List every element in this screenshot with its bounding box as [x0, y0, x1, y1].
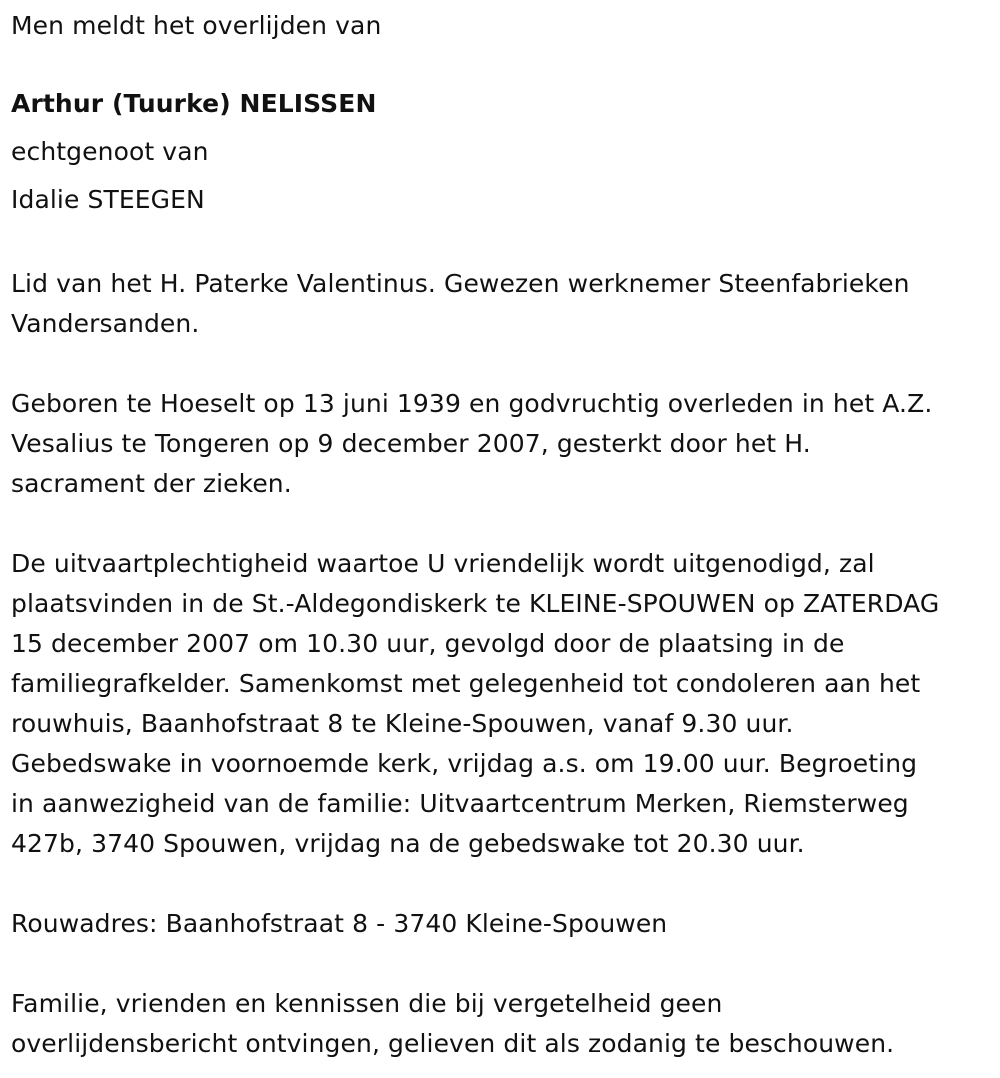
paragraph-line: De uitvaartplechtigheid waartoe U vriendelijk wordt uitgenodigd, zal — [11, 549, 875, 578]
paragraph-line: Gebedswake in voornoemde kerk, vrijdag a.s. om 19.00 uur. Begroeting — [11, 749, 918, 778]
spouse-name: Idalie STEEGEN — [11, 185, 205, 214]
spacer — [11, 864, 991, 904]
funeral-paragraph — [11, 544, 991, 864]
obituary-notice — [11, 6, 991, 1064]
paragraph-line: plaatsvinden in de St.-Aldegondiskerk te KLEINE-SPOUWEN op ZATERDAG — [11, 589, 940, 618]
membership-paragraph — [11, 264, 991, 344]
relation-text: echtgenoot van — [11, 137, 209, 166]
paragraph-line: Vesalius te Tongeren op 9 december 2007, gesterkt door het H. — [11, 429, 811, 458]
spacer — [11, 344, 991, 384]
deceased-name: Arthur (Tuurke) NELISSEN — [11, 89, 377, 118]
paragraph-line: 15 december 2007 om 10.30 uur, gevolgd door de plaatsing in de — [11, 629, 845, 658]
mourning-address: Rouwadres: Baanhofstraat 8 - 3740 Kleine-Spouwen — [11, 909, 668, 938]
paragraph-line: Geboren te Hoeselt op 13 juni 1939 en godvruchtig overleden in het A.Z. — [11, 389, 933, 418]
closing-paragraph — [11, 984, 991, 1064]
paragraph-line: overlijdensbericht ontvingen, gelieven dit als zodanig te beschouwen. — [11, 1029, 895, 1058]
paragraph-line: 427b, 3740 Spouwen, vrijdag na de gebedswake tot 20.30 uur. — [11, 829, 805, 858]
paragraph-line: sacrament der zieken. — [11, 469, 292, 498]
paragraph-line: in aanwezigheid van de familie: Uitvaartcentrum Merken, Riemsterweg — [11, 789, 909, 818]
paragraph-line: rouwhuis, Baanhofstraat 8 te Kleine-Spouwen, vanaf 9.30 uur. — [11, 709, 794, 738]
intro-text: Men meldt het overlijden van — [11, 11, 382, 40]
spacer — [11, 224, 991, 264]
paragraph-line: Vandersanden. — [11, 309, 200, 338]
spacer — [11, 504, 991, 544]
paragraph-line: Lid van het H. Paterke Valentinus. Gewezen werknemer Steenfabrieken — [11, 269, 910, 298]
birth-paragraph — [11, 384, 991, 504]
paragraph-line: familiegrafkelder. Samenkomst met gelegenheid tot condoleren aan het — [11, 669, 921, 698]
spacer — [11, 944, 991, 984]
spacer — [11, 46, 991, 80]
paragraph-line: Familie, vrienden en kennissen die bij vergetelheid geen — [11, 989, 723, 1018]
